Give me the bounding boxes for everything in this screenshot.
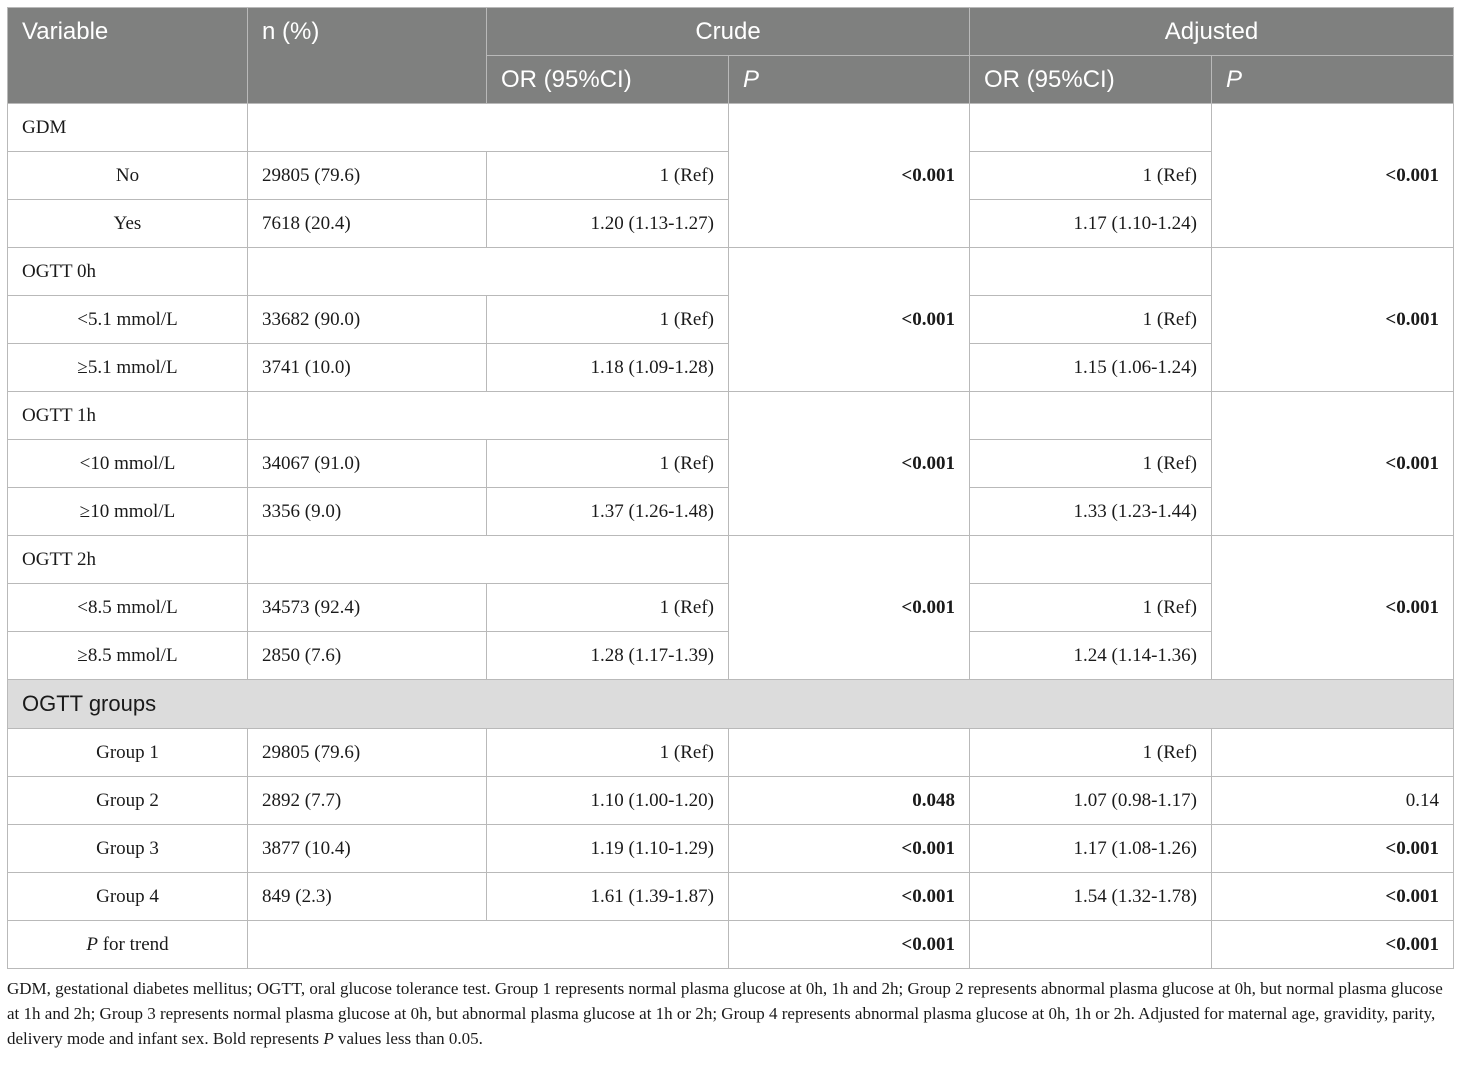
crude-or: 1.37 (1.26-1.48) (487, 488, 729, 536)
header-crude-or: OR (95%CI) (487, 56, 729, 104)
row-label: ≥8.5 mmol/L (8, 632, 248, 680)
adjusted-p-value: 0.14 (1212, 777, 1454, 825)
n-percent: 3356 (9.0) (248, 488, 487, 536)
block-title-row (8, 392, 1454, 440)
adjusted-p-value: <0.001 (1212, 536, 1454, 680)
block-title: GDM (8, 104, 248, 152)
row-label: <10 mmol/L (8, 440, 248, 488)
adjusted-or: 1 (Ref) (970, 729, 1212, 777)
adjusted-or: 1.33 (1.23-1.44) (970, 488, 1212, 536)
adjusted-p-trend: <0.001 (1212, 921, 1454, 969)
empty-cell (248, 104, 729, 152)
n-percent: 2892 (7.7) (248, 777, 487, 825)
crude-or: 1.28 (1.17-1.39) (487, 632, 729, 680)
empty-cell (248, 921, 729, 969)
n-percent: 2850 (7.6) (248, 632, 487, 680)
crude-p-value: <0.001 (729, 873, 970, 921)
block-title-row (8, 104, 1454, 152)
empty-cell (970, 536, 1212, 584)
adjusted-p-value: <0.001 (1212, 248, 1454, 392)
crude-or: 1 (Ref) (487, 152, 729, 200)
row-label: Group 1 (8, 729, 248, 777)
footnote-text-end: values less than 0.05. (333, 1029, 483, 1048)
block-title: OGTT 0h (8, 248, 248, 296)
header-adjusted-p: P (1212, 56, 1454, 104)
table-row (8, 729, 1454, 777)
adjusted-or: 1 (Ref) (970, 584, 1212, 632)
row-label: ≥5.1 mmol/L (8, 344, 248, 392)
table-row (8, 873, 1454, 921)
adjusted-or: 1 (Ref) (970, 440, 1212, 488)
n-percent: 7618 (20.4) (248, 200, 487, 248)
empty-cell (970, 392, 1212, 440)
n-percent: 29805 (79.6) (248, 729, 487, 777)
header-n-percent: n (%) (248, 8, 487, 104)
crude-or: 1.61 (1.39-1.87) (487, 873, 729, 921)
crude-or: 1.10 (1.00-1.20) (487, 777, 729, 825)
n-percent: 34067 (91.0) (248, 440, 487, 488)
crude-p-value: <0.001 (729, 104, 970, 248)
footnote-italic-p: P (323, 1029, 334, 1048)
footnote-text: GDM, gestational diabetes mellitus; OGTT, oral glucose tolerance test. Group 1 represents normal plasma glucose at 0h, 1h and 2h; Group 2 represents abnormal plasma glucose at 0h, but normal plasma glucose at 1h and 2h; Group 3 represents normal plasma glucose at 0h, but abnormal plasma glucose at 1h or 2h; Group 4 represents abnormal plasma glucose at 0h, 1h or 2h. Adjusted for maternal age, gravidity, parity, delivery mode and infant sex. Bold represents (7, 979, 1448, 1048)
row-label: <5.1 mmol/L (8, 296, 248, 344)
adjusted-or: 1.17 (1.10-1.24) (970, 200, 1212, 248)
table-body (8, 104, 1454, 969)
adjusted-p-value (1212, 729, 1454, 777)
adjusted-or: 1.17 (1.08-1.26) (970, 825, 1212, 873)
n-percent: 29805 (79.6) (248, 152, 487, 200)
row-label: <8.5 mmol/L (8, 584, 248, 632)
header-variable: Variable (8, 8, 248, 104)
row-label: No (8, 152, 248, 200)
crude-p-value: <0.001 (729, 248, 970, 392)
row-label: Group 3 (8, 825, 248, 873)
header-adjusted: Adjusted (970, 8, 1454, 56)
adjusted-p-value: <0.001 (1212, 873, 1454, 921)
adjusted-or: 1.24 (1.14-1.36) (970, 632, 1212, 680)
n-percent: 849 (2.3) (248, 873, 487, 921)
block-title: OGTT 2h (8, 536, 248, 584)
adjusted-or: 1.15 (1.06-1.24) (970, 344, 1212, 392)
adjusted-p-value: <0.001 (1212, 392, 1454, 536)
empty-cell (970, 248, 1212, 296)
header-row-1 (8, 8, 1454, 56)
header-crude: Crude (487, 8, 970, 56)
trend-label-p: P (86, 933, 98, 955)
adjusted-p-value: <0.001 (1212, 104, 1454, 248)
row-label: Group 2 (8, 777, 248, 825)
table-footnote (7, 976, 1453, 1051)
n-percent: 3741 (10.0) (248, 344, 487, 392)
trend-label (8, 921, 248, 969)
header-adjusted-or: OR (95%CI) (970, 56, 1212, 104)
section-row-ogtt-groups (8, 680, 1454, 729)
row-label: Group 4 (8, 873, 248, 921)
adjusted-or: 1.54 (1.32-1.78) (970, 873, 1212, 921)
crude-or: 1.18 (1.09-1.28) (487, 344, 729, 392)
trend-row (8, 921, 1454, 969)
adjusted-p-value: <0.001 (1212, 825, 1454, 873)
block-title: OGTT 1h (8, 392, 248, 440)
table-container (7, 7, 1453, 1051)
crude-p-value: <0.001 (729, 392, 970, 536)
crude-or: 1 (Ref) (487, 440, 729, 488)
crude-or: 1.19 (1.10-1.29) (487, 825, 729, 873)
crude-or: 1 (Ref) (487, 729, 729, 777)
empty-cell (970, 104, 1212, 152)
header-crude-p: P (729, 56, 970, 104)
crude-p-value: 0.048 (729, 777, 970, 825)
crude-p-value: <0.001 (729, 536, 970, 680)
crude-p-value (729, 729, 970, 777)
crude-or: 1 (Ref) (487, 584, 729, 632)
row-label: ≥10 mmol/L (8, 488, 248, 536)
adjusted-or: 1 (Ref) (970, 296, 1212, 344)
crude-or: 1 (Ref) (487, 296, 729, 344)
empty-cell (248, 392, 729, 440)
block-title-row (8, 248, 1454, 296)
table-header (8, 8, 1454, 104)
n-percent: 33682 (90.0) (248, 296, 487, 344)
table-row (8, 825, 1454, 873)
empty-cell (248, 536, 729, 584)
block-title-row (8, 536, 1454, 584)
section-title: OGTT groups (8, 680, 1454, 729)
adjusted-or: 1 (Ref) (970, 152, 1212, 200)
trend-label-text: for trend (97, 933, 169, 955)
table-row (8, 777, 1454, 825)
crude-or: 1.20 (1.13-1.27) (487, 200, 729, 248)
empty-cell (970, 921, 1212, 969)
n-percent: 34573 (92.4) (248, 584, 487, 632)
results-table (7, 7, 1454, 969)
n-percent: 3877 (10.4) (248, 825, 487, 873)
crude-p-value: <0.001 (729, 825, 970, 873)
row-label: Yes (8, 200, 248, 248)
adjusted-or: 1.07 (0.98-1.17) (970, 777, 1212, 825)
empty-cell (248, 248, 729, 296)
crude-p-trend: <0.001 (729, 921, 970, 969)
